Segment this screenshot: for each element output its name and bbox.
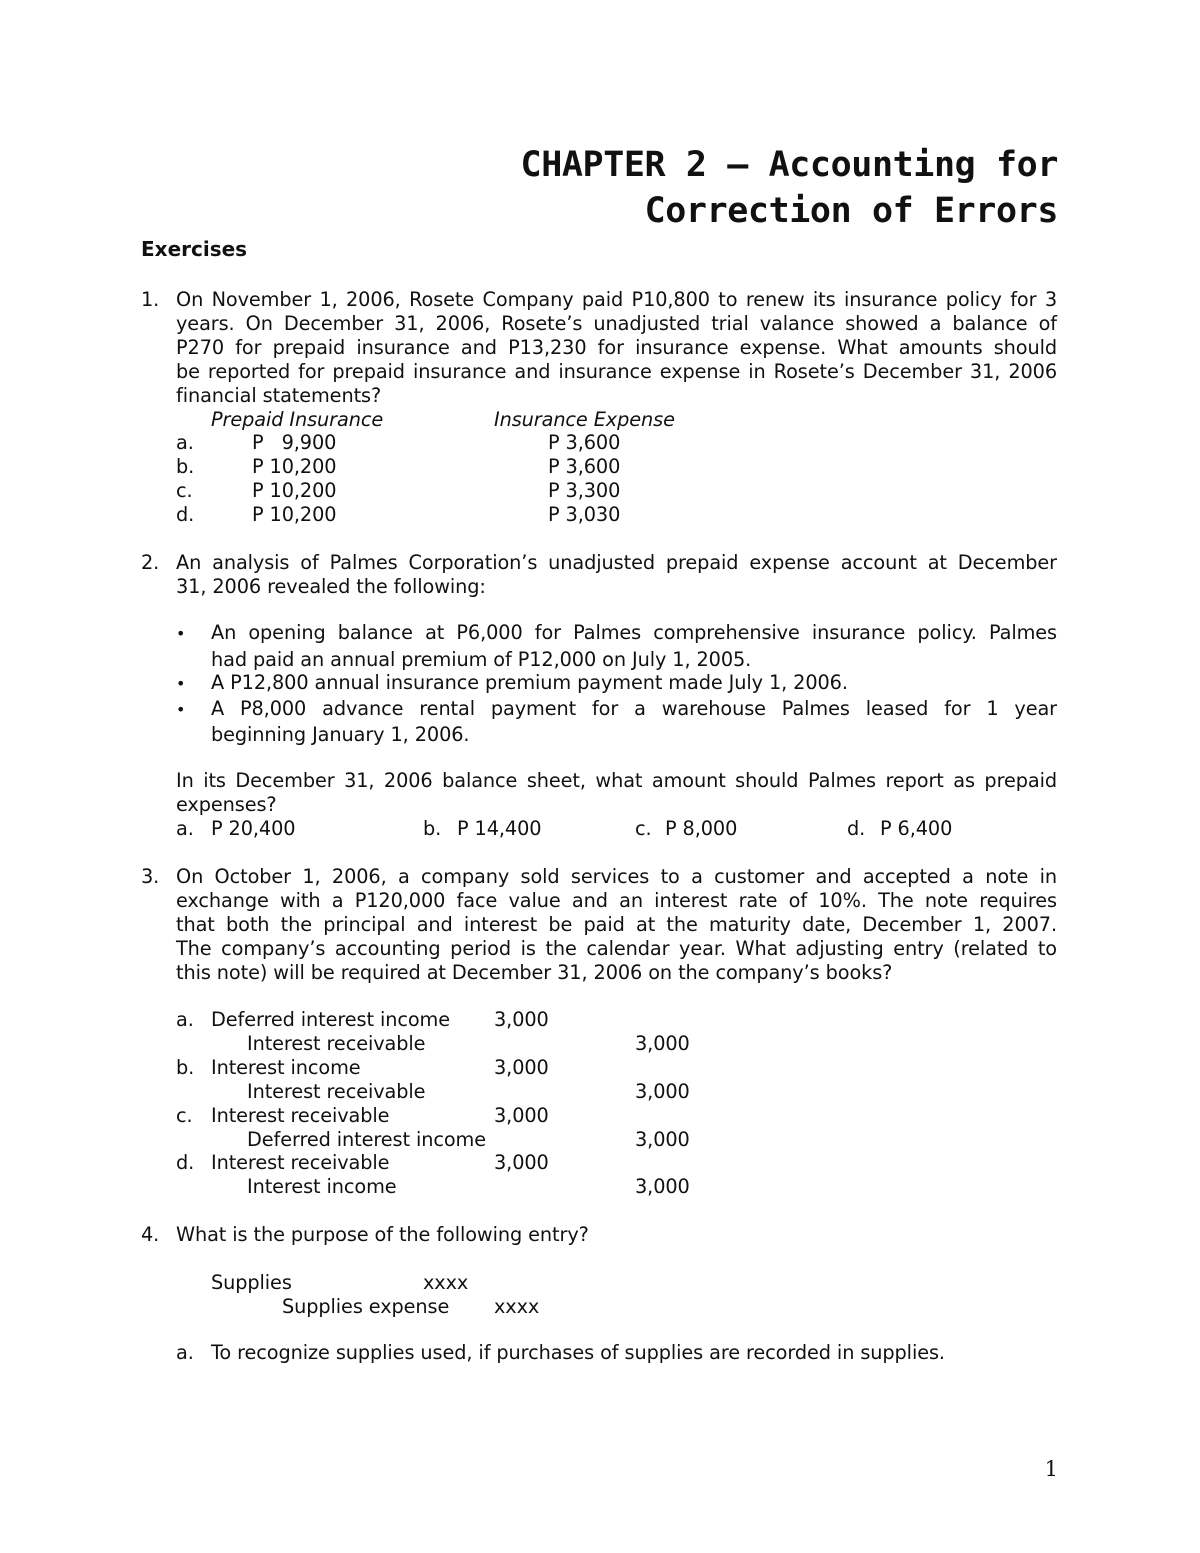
question-text-line: The company’s accounting period is the calendar year. What adjusting entry (related to [176, 937, 1057, 960]
bullet-text-line: An opening balance at P6,000 for Palmes comprehensive insurance policy. Palmes [211, 621, 1057, 644]
bullet-text-line: had paid an annual premium of P12,000 on July 1, 2005. [211, 648, 752, 671]
choice-text: To recognize supplies used, if purchases of supplies are recorded in supplies. [211, 1341, 945, 1364]
credit-account: Interest receivable [247, 1032, 426, 1055]
question-text-line: that both the principal and interest be paid at the maturity date, December 1, 2007. [176, 913, 1057, 936]
choice-letter: b. [423, 817, 442, 840]
question-number: 3. [141, 865, 160, 888]
choice-prepaid: P 10,200 [252, 455, 337, 478]
question-text-line: In its December 31, 2006 balance sheet, what amount should Palmes report as prepaid [176, 769, 1057, 792]
credit-amount: 3,000 [635, 1128, 690, 1151]
choice-prepaid: P 10,200 [252, 503, 337, 526]
debit-account: Interest income [211, 1056, 361, 1079]
entry-debit-account: Supplies [211, 1271, 292, 1294]
question-number: 4. [141, 1223, 160, 1246]
debit-account: Interest receivable [211, 1151, 390, 1174]
credit-amount: 3,000 [635, 1080, 690, 1103]
debit-account: Interest receivable [211, 1104, 390, 1127]
bullet-icon: • [176, 624, 186, 643]
entry-debit-amount: xxxx [423, 1271, 469, 1294]
bullet-icon: • [176, 674, 186, 693]
choice-text: P 14,400 [457, 817, 542, 840]
credit-amount: 3,000 [635, 1032, 690, 1055]
debit-amount: 3,000 [494, 1008, 549, 1031]
chapter-title-line1: CHAPTER 2 – Accounting for [520, 145, 1058, 185]
bullet-text-line: A P8,000 advance rental payment for a warehouse Palmes leased for 1 year [211, 697, 1057, 720]
question-text-line: On November 1, 2006, Rosete Company paid P10,800 to renew its insurance policy for 3 [176, 288, 1057, 311]
choice-expense: P 3,600 [548, 431, 621, 454]
question-number: 1. [141, 288, 160, 311]
page-number: 1 [1044, 1457, 1058, 1481]
choice-letter: c. [176, 479, 193, 502]
question-text-line: What is the purpose of the following entry? [176, 1223, 589, 1246]
credit-account: Interest income [247, 1175, 397, 1198]
choice-letter: a. [176, 1341, 194, 1364]
question-text-line: years. On December 31, 2006, Rosete’s unadjusted trial valance showed a balance of [176, 312, 1057, 335]
choice-expense: P 3,300 [548, 479, 621, 502]
question-text-line: exchange with a P120,000 face value and an interest rate of 10%. The note requires [176, 889, 1057, 912]
choice-letter: d. [847, 817, 866, 840]
credit-amount: 3,000 [635, 1175, 690, 1198]
choice-text: P 6,400 [880, 817, 953, 840]
question-number: 2. [141, 551, 160, 574]
question-text-line: this note) will be required at December 31, 2006 on the company’s books? [176, 961, 893, 984]
choice-letter: d. [176, 1151, 195, 1174]
choice-expense: P 3,030 [548, 503, 621, 526]
bullet-icon: • [176, 700, 186, 719]
question-text-line: On October 1, 2006, a company sold services to a customer and accepted a note in [176, 865, 1057, 888]
debit-amount: 3,000 [494, 1104, 549, 1127]
bullet-text-line: beginning January 1, 2006. [211, 723, 470, 746]
debit-amount: 3,000 [494, 1056, 549, 1079]
choice-prepaid: P 9,900 [252, 431, 337, 454]
column-header-expense: Insurance Expense [494, 408, 675, 431]
choice-letter: d. [176, 503, 195, 526]
chapter-title-line2: Correction of Errors [644, 191, 1058, 231]
choice-expense: P 3,600 [548, 455, 621, 478]
question-text-line: financial statements? [176, 384, 382, 407]
debit-amount: 3,000 [494, 1151, 549, 1174]
choice-letter: a. [176, 1008, 194, 1031]
choice-letter: a. [176, 431, 194, 454]
choice-letter: b. [176, 1056, 195, 1079]
choice-letter: b. [176, 455, 195, 478]
section-heading: Exercises [141, 237, 248, 261]
choice-letter: a. [176, 817, 194, 840]
entry-credit-account: Supplies expense [282, 1295, 450, 1318]
debit-account: Deferred interest income [211, 1008, 451, 1031]
credit-account: Deferred interest income [247, 1128, 487, 1151]
entry-credit-amount: xxxx [494, 1295, 540, 1318]
choice-text: P 20,400 [211, 817, 296, 840]
question-text-line: expenses? [176, 793, 277, 816]
bullet-text-line: A P12,800 annual insurance premium payment made July 1, 2006. [211, 671, 848, 694]
question-text-line: 31, 2006 revealed the following: [176, 575, 486, 598]
column-header-prepaid: Prepaid Insurance [211, 408, 384, 431]
question-text-line: be reported for prepaid insurance and insurance expense in Rosete’s December 31, 2006 [176, 360, 1057, 383]
choice-prepaid: P 10,200 [252, 479, 337, 502]
choice-text: P 8,000 [665, 817, 738, 840]
question-text-line: An analysis of Palmes Corporation’s unadjusted prepaid expense account at December [176, 551, 1057, 574]
choice-letter: c. [635, 817, 652, 840]
choice-letter: c. [176, 1104, 193, 1127]
credit-account: Interest receivable [247, 1080, 426, 1103]
question-text-line: P270 for prepaid insurance and P13,230 for insurance expense. What amounts should [176, 336, 1057, 359]
